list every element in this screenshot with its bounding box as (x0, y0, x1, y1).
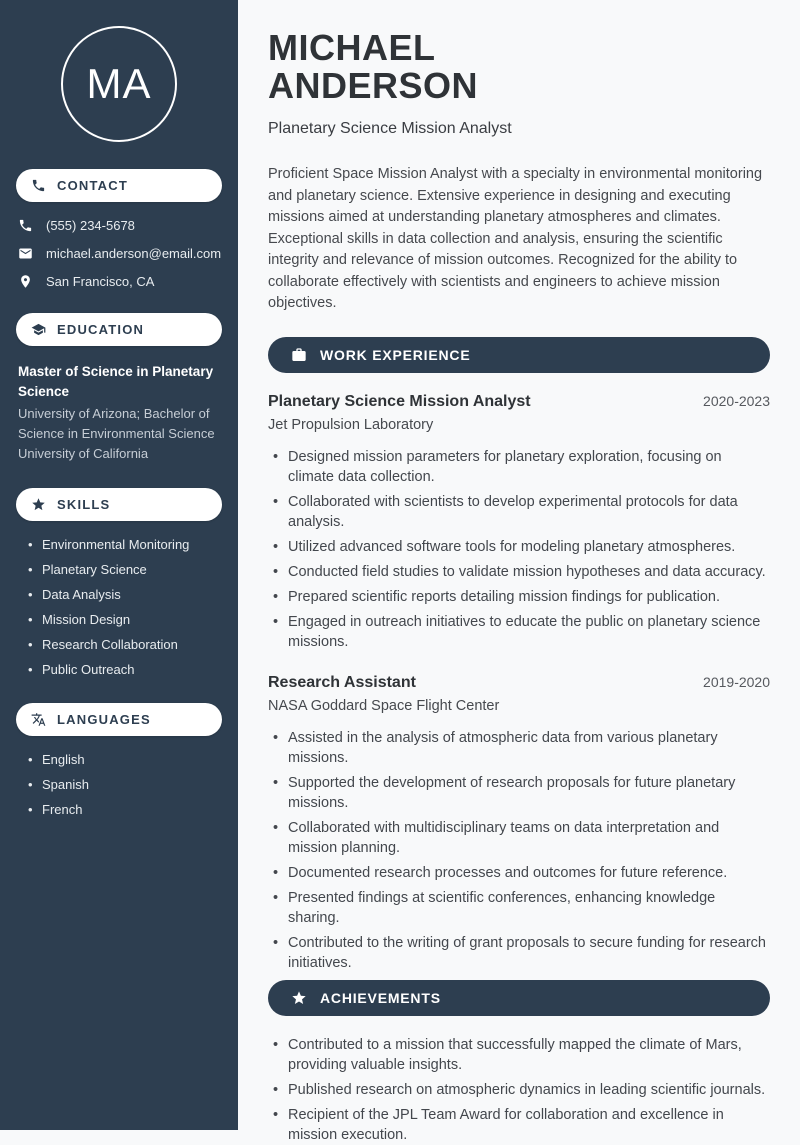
skill-item: • Environmental Monitoring (28, 538, 222, 552)
achievement-bullet: • Contributed to a mission that successfully mapped the climate of Mars, providing valuable insights. (272, 1035, 770, 1075)
job-entry (268, 674, 770, 973)
star-icon (291, 990, 307, 1006)
skills-list (16, 538, 222, 677)
skill-item: • Research Collaboration (28, 638, 222, 652)
achievement-bullet: • Published research on atmospheric dynamics in leading scientific journals. (272, 1080, 770, 1100)
job-bullet: • Collaborated with multidisciplinary teams on data interpretation and mission planning. (272, 818, 770, 858)
page-title (268, 29, 770, 105)
job-bullet: • Contributed to the writing of grant proposals to secure funding for research initiatives. (272, 933, 770, 973)
education-section-title: EDUCATION (57, 322, 145, 337)
avatar-initials: MA (86, 60, 152, 107)
achievements-section (268, 980, 770, 1145)
email-icon (18, 246, 33, 261)
profile-summary: Proficient Space Mission Analyst with a specialty in environmental monitoring and planetary science. Extensive experience in designing and executing missions aimed at understanding planetary atmospheres and climates. Exceptional skills in data collection and analysis, ensuring the scientific integrity and relevance of mission outcomes. Recognized for the ability to collaborate effectively with scientists and engineers to achieve mission objectives. (268, 166, 763, 311)
job-bullet: • Assisted in the analysis of atmospheric data from various planetary missions. (272, 728, 770, 768)
translate-icon (31, 712, 46, 727)
job-header (268, 674, 770, 692)
skill-item: • Mission Design (28, 613, 222, 627)
star-icon (31, 497, 46, 512)
job-bullet-list (268, 728, 770, 973)
contact-section-title: CONTACT (57, 178, 128, 193)
education-section (16, 313, 222, 464)
education-details: University of Arizona; Bachelor of Science in Environmental Science University of California (18, 406, 215, 461)
job-bullet: • Collaborated with scientists to develop experimental protocols for data analysis. (272, 492, 770, 532)
achievement-bullet: • Recipient of the JPL Team Award for collaboration and excellence in mission execution. (272, 1105, 770, 1145)
phone-number: (555) 234-5678 (46, 218, 135, 233)
education-section-header (16, 313, 222, 346)
first-name: MICHAEL (268, 27, 436, 68)
main-content (238, 0, 800, 1143)
job-bullet: • Documented research processes and outcomes for future reference. (272, 863, 770, 883)
skills-section-header (16, 488, 222, 521)
achievements-list (268, 1035, 770, 1145)
briefcase-icon (291, 347, 307, 363)
achievements-header (268, 980, 770, 1016)
location-text: San Francisco, CA (46, 274, 155, 289)
job-bullet: • Designed mission parameters for planetary exploration, focusing on climate data collection. (272, 447, 770, 487)
job-dates: 2020-2023 (703, 392, 770, 409)
contact-phone-row (18, 218, 220, 233)
skills-section-title: SKILLS (57, 497, 111, 512)
last-name: ANDERSON (268, 65, 479, 106)
contact-section-header (16, 169, 222, 202)
location-icon (18, 274, 33, 289)
languages-list (16, 753, 222, 817)
skill-item: • Data Analysis (28, 588, 222, 602)
email-address: michael.anderson@email.com (46, 246, 222, 261)
language-item: • English (28, 753, 222, 767)
phone-icon (31, 178, 46, 193)
contact-email-row (18, 246, 220, 261)
job-bullet: • Utilized advanced software tools for modeling planetary atmospheres. (272, 537, 770, 557)
achievements-title: ACHIEVEMENTS (320, 989, 441, 1006)
contact-location-row (18, 274, 220, 289)
contact-section (16, 169, 222, 289)
job-header (268, 393, 770, 411)
avatar (61, 26, 177, 142)
work-experience-title: WORK EXPERIENCE (320, 346, 471, 363)
contact-rows (18, 218, 220, 289)
graduation-cap-icon (31, 322, 46, 337)
languages-section-header (16, 703, 222, 736)
job-company: Jet Propulsion Laboratory (268, 416, 434, 433)
job-bullet: • Engaged in outreach initiatives to educate the public on planetary science missions. (272, 612, 770, 652)
job-bullet: • Conducted field studies to validate mission hypotheses and data accuracy. (272, 562, 770, 582)
job-company: NASA Goddard Space Flight Center (268, 697, 500, 714)
job-role: Research Assistant (268, 673, 416, 691)
job-bullet-list (268, 447, 770, 652)
job-entry (268, 393, 770, 652)
work-experience-section (268, 337, 770, 973)
degree-text: Master of Science in Planetary Science (18, 364, 214, 399)
language-item: • French (28, 803, 222, 817)
language-item: • Spanish (28, 778, 222, 792)
job-role: Planetary Science Mission Analyst (268, 392, 531, 410)
skills-section (16, 488, 222, 677)
languages-section-title: LANGUAGES (57, 712, 151, 727)
phone-icon (18, 218, 33, 233)
professional-title: Planetary Science Mission Analyst (268, 120, 512, 137)
skill-item: • Public Outreach (28, 663, 222, 677)
job-bullet: • Supported the development of research proposals for future planetary missions. (272, 773, 770, 813)
job-bullet: • Prepared scientific reports detailing mission findings for publication. (272, 587, 770, 607)
work-experience-header (268, 337, 770, 373)
skill-item: • Planetary Science (28, 563, 222, 577)
sidebar (0, 0, 238, 1130)
languages-section (16, 703, 222, 817)
job-bullet: • Presented findings at scientific conferences, enhancing knowledge sharing. (272, 888, 770, 928)
job-dates: 2019-2020 (703, 673, 770, 690)
